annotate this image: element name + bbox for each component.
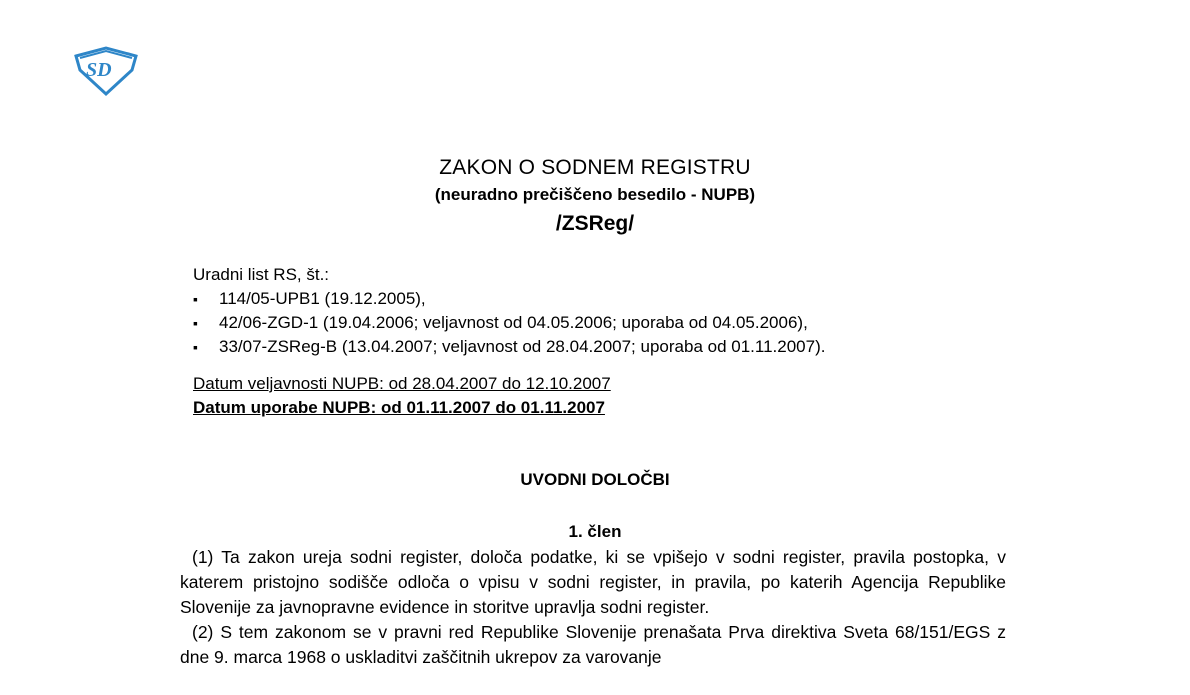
gazette-item: ▪ 33/07-ZSReg-B (13.04.2007; veljavnost od 28.04.2007; uporaba od 01.11.2007).: [193, 335, 825, 359]
validity-date: Datum veljavnosti NUPB: od 28.04.2007 do 12.10.2007: [193, 374, 611, 393]
application-date: Datum uporabe NUPB: od 01.11.2007 do 01.11.2007: [193, 398, 605, 417]
gazette-lead: Uradni list RS, št.:: [193, 265, 330, 284]
article-heading: 1. člen: [568, 522, 622, 541]
document-subtitle: (neuradno prečiščeno besedilo - NUPB): [434, 185, 756, 204]
svg-text:SD: SD: [86, 59, 112, 81]
validity-dates: [193, 372, 611, 420]
article-paragraph: (1) Ta zakon ureja sodni register, določa podatke, ki se vpišejo v sodni register, pravila postopka, v katerem pristojno sodišče odloča o vpisu v sodni register, in pravila, po katerih Agencija Republike Slovenije za javnopravne evidence in storitve upravlja sodni register.: [180, 547, 1006, 617]
gazette-item: ▪ 114/05-UPB1 (19.12.2005),: [193, 287, 825, 311]
gazette-list: [193, 287, 825, 359]
logo-icon: [72, 46, 140, 98]
document-abbreviation: /ZSReg/: [555, 212, 635, 235]
document-title: ZAKON O SODNEM REGISTRU: [439, 156, 751, 179]
article-paragraph: (2) S tem zakonom se v pravni red Republike Slovenije prenašata Prva direktiva Sveta 68/151/EGS z dne 9. marca 1968 o uskladitvi zaščitnih ukrepov za varovanje: [180, 622, 1006, 667]
gazette-references: [193, 263, 825, 359]
gazette-item: ▪ 42/06-ZGD-1 (19.04.2006; veljavnost od 04.05.2006; uporaba od 04.05.2006),: [193, 311, 825, 335]
article-body: [180, 545, 1006, 670]
section-title: UVODNI DOLOČBI: [520, 470, 670, 489]
